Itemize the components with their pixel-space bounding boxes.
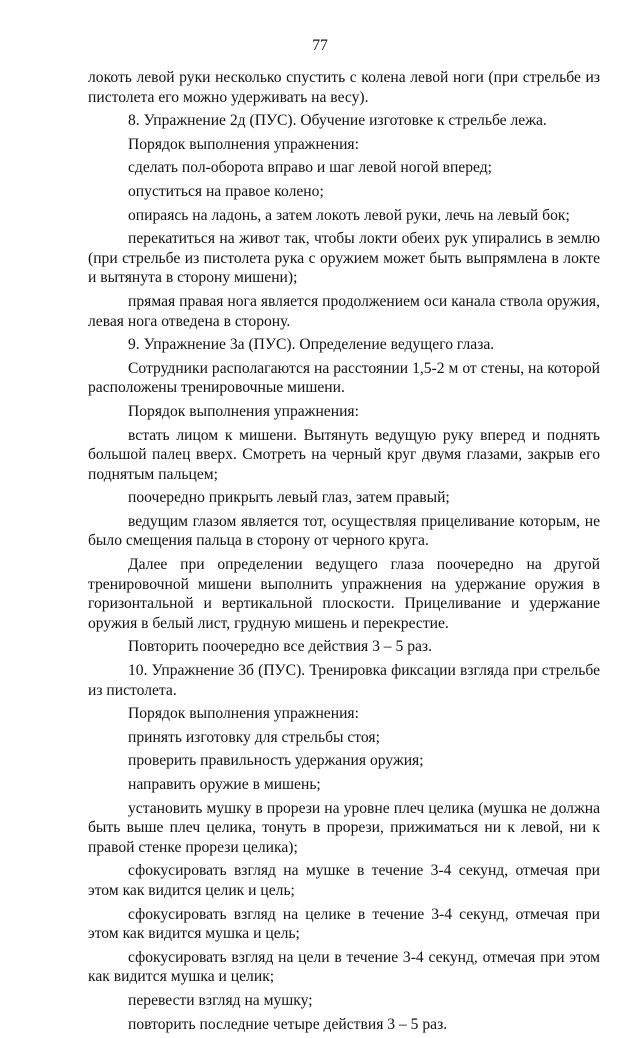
- page-number: 77: [312, 37, 328, 54]
- paragraph: опуститься на правое колено;: [128, 182, 324, 200]
- paragraph: сфокусировать взгляд на мушке в течение 3-4 секунд, отмечая при этом как видится целик и цель;: [88, 862, 600, 899]
- paragraph: 8. Упражнение 2д (ПУС). Обучение изготовке к стрельбе лежа.: [128, 112, 547, 130]
- paragraph: прямая правая нога является продолжением оси канала ствола оружия, левая нога отведена в сторону.: [88, 292, 600, 330]
- paragraph: встать лицом к мишени. Вытянуть ведущую руку вперед и поднять большой палец вверх. Смотреть на черный круг двумя глазами, закрыв его поднятым пальцем;: [88, 426, 600, 483]
- paragraph: локоть левой руки несколько спустить с колена левой ноги (при стрельбе из пистолета его можно удерживать на весу).: [88, 69, 600, 106]
- paragraph: сфокусировать взгляд на целике в течение 3-4 секунд, отмечая при этом как видится мушка и цель;: [88, 905, 600, 943]
- paragraph: направить оружие в мишень;: [128, 776, 321, 793]
- paragraph: Порядок выполнения упражнения:: [128, 402, 359, 420]
- paragraph: Сотрудники располагаются на расстоянии 1,5-2 м от стены, на которой расположены тренировочные мишени.: [88, 359, 600, 397]
- paragraph: опираясь на ладонь, а затем локоть левой руки, лечь на левый бок;: [128, 206, 570, 224]
- paragraph: повторить последние четыре действия 3 – 5 раз.: [128, 1015, 448, 1033]
- paragraph: Порядок выполнения упражнения:: [128, 705, 359, 723]
- paragraph: Порядок выполнения упражнения:: [128, 135, 359, 153]
- paragraph: принять изготовку для стрельбы стоя;: [128, 728, 380, 746]
- document-body: [88, 68, 600, 1038]
- paragraph: перекатиться на живот так, чтобы локти обеих рук упирались в землю (при стрельбе из пистолета рука с оружием может быть выпрямлена в локте и вытянута в сторону мишени);: [88, 230, 600, 287]
- paragraph: Далее при определении ведущего глаза поочередно на другой тренировочной мишени выполнить упражнения на удержание оружия в горизонтальной и вертикальной плоскости. Прицеливание и удержание оружия в белый лист, грудную мишень и перекрестие.: [88, 556, 600, 632]
- paragraph: перевести взгляд на мушку;: [128, 991, 313, 1009]
- paragraph: проверить правильность удержания оружия;: [128, 752, 424, 770]
- paragraph: сфокусировать взгляд на цели в течение 3-4 секунд, отмечая при этом как видится мушка и целик;: [88, 948, 600, 986]
- paragraph: установить мушку в прорези на уровне плеч целика (мушка не должна быть выше плеч целика, тонуть в прорези, прижиматься ни к левой, ни к правой стенке прорези целика);: [88, 799, 600, 856]
- paragraph: ведущим глазом является тот, осуществляя прицеливание которым, не было смещения пальца в сторону от черного круга.: [88, 512, 600, 550]
- paragraph: Повторить поочередно все действия 3 – 5 раз.: [128, 638, 432, 656]
- paragraph: 10. Упражнение 3б (ПУС). Тренировка фиксации взгляда при стрельбе из пистолета.: [88, 662, 600, 699]
- paragraph: сделать пол-оборота вправо и шаг левой ногой вперед;: [128, 159, 492, 177]
- paragraph: поочередно прикрыть левый глаз, затем правый;: [128, 489, 450, 507]
- paragraph: 9. Упражнение 3а (ПУС). Определение ведущего глаза.: [128, 336, 495, 354]
